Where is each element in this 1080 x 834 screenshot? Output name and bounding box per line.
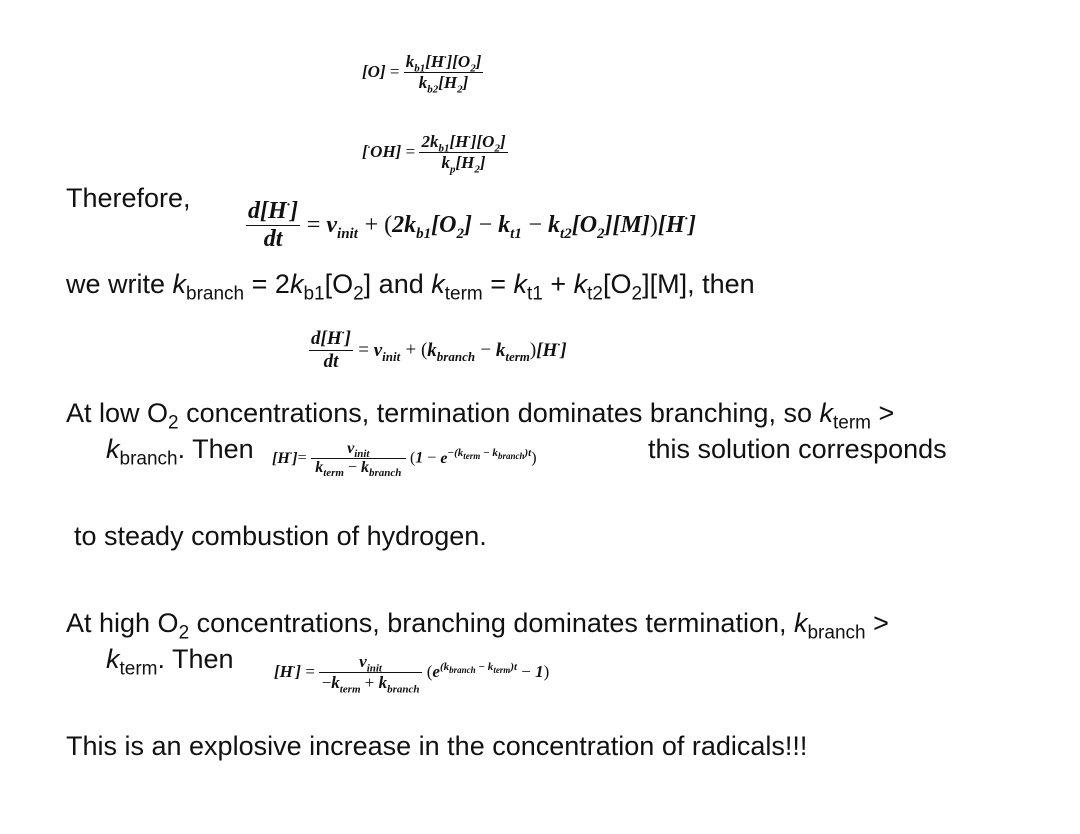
equation-high-solution: [H·] = $\frac{v_{init}}{-k_{term} + k_{branch}}$ $(e^{(k_{branch} - k_{term})t} - 1)$ (274, 652, 550, 696)
equation-low-solution: [H·]= $\frac{v_{init}}{k_{term} - k_{branch}}$ $(1 - e^{-(k_{term} - k_{branch})t})$ (272, 440, 537, 480)
equation-o-concentration: [O] = $\frac{k_{b1}[H^\cdot][O_2]}{k_{b2}[H_2]}$ (362, 52, 482, 96)
low-o2-line-1: At low $O_2$ concentrations, termination dominates branching, so $k_{term}$ > (66, 398, 895, 434)
low-o2-line-2-tail: this solution corresponds (648, 434, 947, 464)
high-o2-line-1: At high $O_2$ concentrations, branching dominates termination, $k_{branch}$ > (66, 608, 889, 644)
definition-line: we write $k_{branch} = 2k_{b1}[O_2]$ and $k_{term} = k_{t1} + k_{t2}[O_2][M]$, then (66, 269, 755, 305)
equation-oh-concentration: [·OH] = $\frac{2k_{b1}[H^\cdot][O_2]}{k_p[H_2]}$ (362, 132, 506, 176)
therefore-label: Therefore, (66, 183, 191, 213)
high-o2-line-2: $k_{term}$. Then (106, 644, 234, 680)
closing-line: This is an explosive increase in the concentration of radicals!!! (66, 731, 808, 761)
low-o2-line-2: $k_{branch}$. Then (106, 434, 254, 470)
low-o2-line-3: to steady combustion of hydrogen. (74, 521, 487, 551)
equation-rate-full: $\frac{d[H^\cdot]}{dt}$ = $v_{init} + (2k_{b1}[O_2] - k_{t1} - k_{t2}[O_2][M])[H^\cdot]$ (248, 198, 697, 252)
equation-rate-simplified: $\frac{d[H^\cdot]}{dt}$ = $v_{init} + (k_{branch} - k_{term})[H^\cdot]$ (311, 325, 567, 372)
